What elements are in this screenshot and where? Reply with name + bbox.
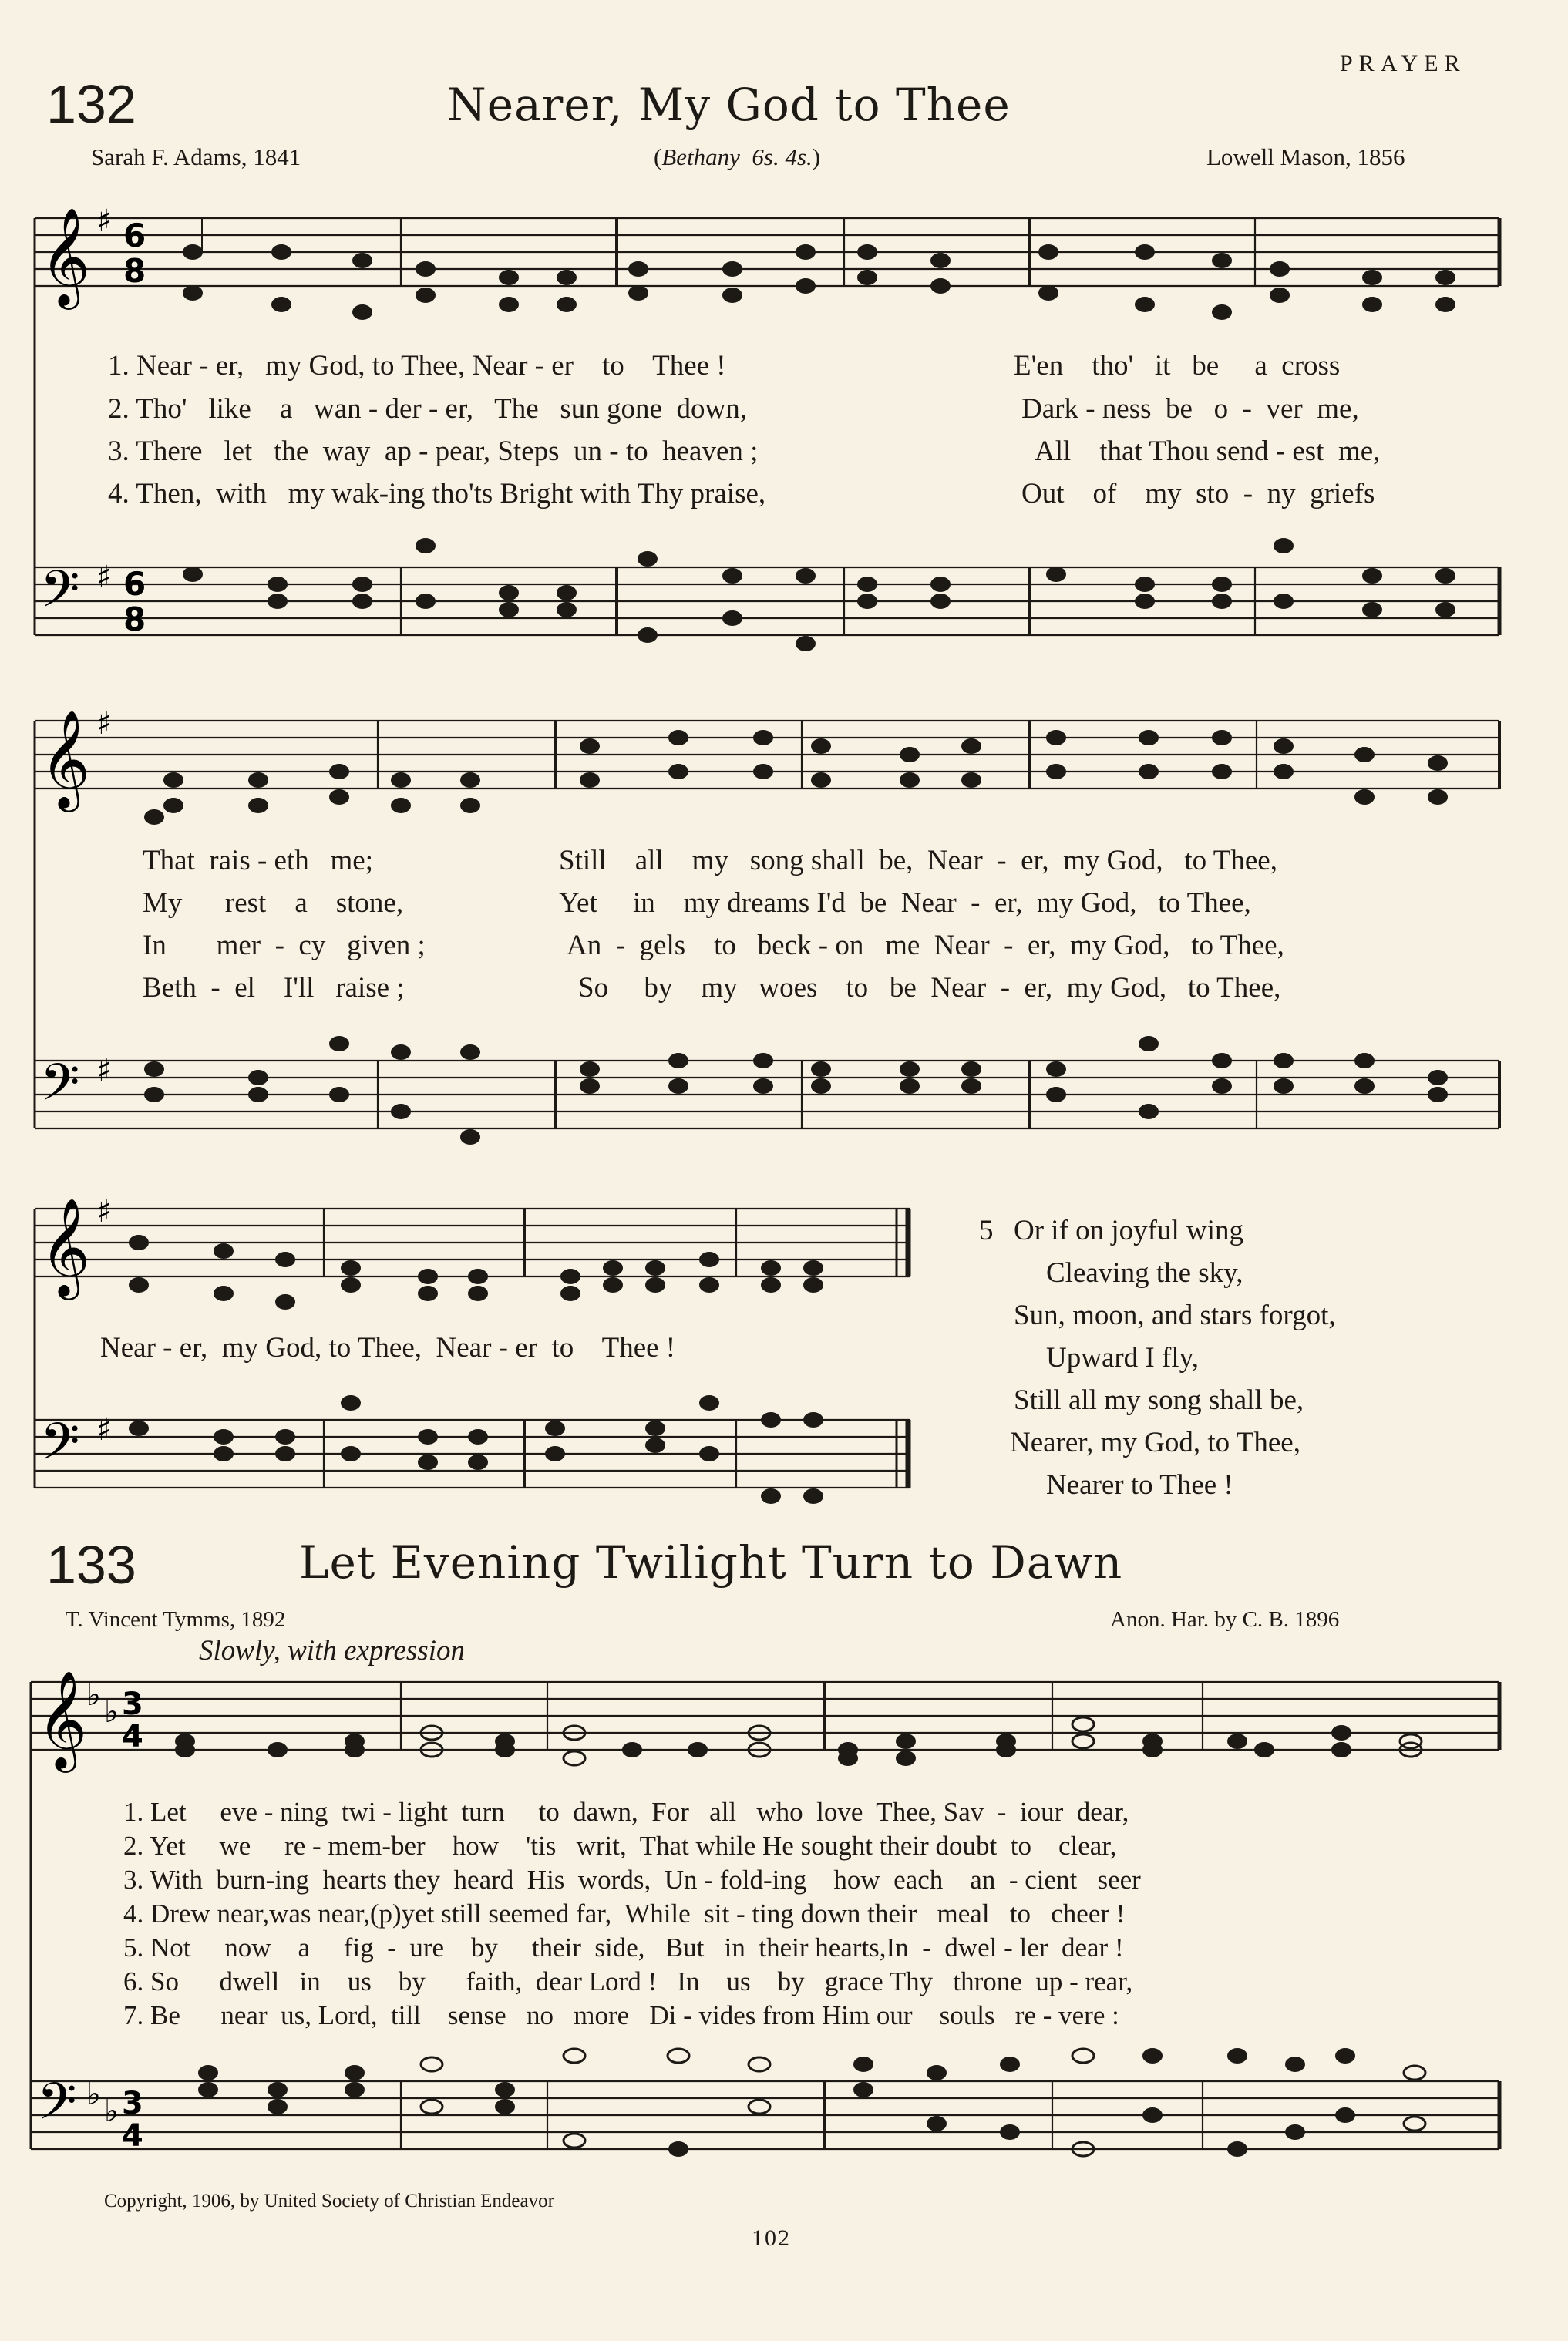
svg-text:♭: ♭ bbox=[104, 1694, 119, 1730]
svg-text:♯: ♯ bbox=[96, 560, 112, 595]
tune-name: Bethany bbox=[661, 143, 740, 170]
svg-text:4: 4 bbox=[122, 2118, 143, 2154]
h132-s2-v2-right: Yet in my dreams I'd be Near - er, my God, to Thee, bbox=[559, 887, 1251, 919]
h132-s2-v1: That rais - eth me; bbox=[143, 845, 373, 876]
hymn-133-arranger: Anon. Har. by C. B. 1896 bbox=[1110, 1607, 1340, 1632]
svg-text:♯: ♯ bbox=[96, 203, 112, 239]
stanza-5-line-5: Still all my song shall be, bbox=[1014, 1384, 1304, 1416]
h132-s1-v3-right: All that Thou send - est me, bbox=[1035, 436, 1381, 467]
svg-text:♭: ♭ bbox=[104, 2094, 119, 2129]
h132-s2-v3-right: An - gels to beck - on me Near - er, my God, to Thee, bbox=[567, 930, 1284, 961]
tune-close-paren: ) bbox=[812, 143, 821, 170]
stanza-5-line-4: Upward I fly, bbox=[1046, 1342, 1199, 1374]
h132-s1-v4-right: Out of my sto - ny griefs bbox=[1021, 478, 1375, 510]
svg-text:♭: ♭ bbox=[86, 1677, 101, 1713]
hymn-133-number: 133 bbox=[46, 1535, 136, 1595]
h132-s1-v4: 4. Then, with my wak-ing tho'ts Bright with Thy praise, bbox=[108, 478, 766, 510]
svg-text:𝄞: 𝄞 bbox=[40, 207, 91, 305]
stanza-5-line-2: Cleaving the sky, bbox=[1046, 1257, 1243, 1289]
page-number: 102 bbox=[752, 2225, 791, 2251]
svg-text:𝄢: 𝄢 bbox=[37, 2072, 77, 2144]
svg-text:𝄞: 𝄞 bbox=[40, 709, 91, 808]
svg-text:4: 4 bbox=[122, 1719, 143, 1754]
svg-text:8: 8 bbox=[123, 252, 146, 290]
h133-verse-2: 2. Yet we re - mem-ber how 'tis writ, That while He sought their doubt to clear, bbox=[123, 1831, 1117, 1861]
hymn-133-title: Let Evening Twilight Turn to Dawn bbox=[299, 1536, 1123, 1589]
section-label: PRAYER bbox=[1340, 51, 1466, 76]
svg-text:𝄢: 𝄢 bbox=[40, 1053, 80, 1125]
hymn-132-tune bbox=[654, 143, 820, 171]
svg-text:𝄞: 𝄞 bbox=[40, 1197, 91, 1296]
h132-s2-v2: My rest a stone, bbox=[143, 887, 404, 919]
h133-verse-3: 3. With burn-ing hearts they heard His words, Un - fold-ing how each an - cient seer bbox=[123, 1865, 1141, 1895]
stanza-5-number: 5 bbox=[979, 1215, 994, 1246]
h132-s2-v4: Beth - el I'll raise ; bbox=[143, 972, 405, 1004]
tune-open-paren: ( bbox=[654, 143, 662, 170]
svg-text:♯: ♯ bbox=[96, 706, 112, 742]
hymn-132-author: Sarah F. Adams, 1841 bbox=[91, 143, 301, 170]
hymn-132-composer: Lowell Mason, 1856 bbox=[1206, 143, 1405, 170]
h132-s3-lyrics: Near - er, my God, to Thee, Near - er to Thee ! bbox=[100, 1332, 676, 1364]
copyright-notice: Copyright, 1906, by United Society of Christian Endeavor bbox=[104, 2191, 554, 2212]
h133-verse-4: 4. Drew near,was near,(p)yet still seemed far, While sit - ting down their meal to cheer ! bbox=[123, 1899, 1126, 1929]
h132-s2-v1-right: Still all my song shall be, Near - er, my God, to Thee, bbox=[559, 845, 1277, 876]
stanza-5-line-7: Nearer to Thee ! bbox=[1046, 1469, 1233, 1501]
tune-meter: 6s. 4s. bbox=[752, 143, 813, 170]
h132-s2-v4-right: So by my woes to be Near - er, my God, to Thee, bbox=[578, 972, 1281, 1004]
svg-text:♯: ♯ bbox=[96, 1194, 112, 1229]
stanza-5-line-6: Nearer, my God, to Thee, bbox=[1010, 1427, 1300, 1458]
svg-text:6: 6 bbox=[123, 217, 146, 254]
h132-s1-v1: 1. Near - er, my God, to Thee, Near - er to Thee ! bbox=[108, 350, 726, 382]
h132-s1-v2: 2. Tho' like a wan - der - er, The sun gone down, bbox=[108, 393, 747, 425]
stanza-5-line-1: Or if on joyful wing bbox=[1014, 1215, 1244, 1246]
h133-verse-5: 5. Not now a fig - ure by their side, But in their hearts,In - dwel - ler dear ! bbox=[123, 1932, 1124, 1963]
hymn-133-tempo: Slowly, with expression bbox=[199, 1635, 465, 1667]
svg-text:♯: ♯ bbox=[96, 1053, 112, 1088]
svg-text:𝄞: 𝄞 bbox=[37, 1670, 88, 1768]
hymn-132-title: Nearer, My God to Thee bbox=[447, 79, 1011, 131]
h132-s1-v3: 3. There let the way ap - pear, Steps un - to heaven ; bbox=[108, 436, 759, 467]
stanza-5-line-3: Sun, moon, and stars forgot, bbox=[1014, 1300, 1336, 1331]
svg-text:3: 3 bbox=[122, 2086, 143, 2121]
svg-text:𝄢: 𝄢 bbox=[40, 560, 80, 631]
svg-text:6: 6 bbox=[123, 565, 146, 603]
h133-verse-7: 7. Be near us, Lord, till sense no more Di - vides from Him our souls re - vere : bbox=[123, 2000, 1119, 2030]
hymn-133-author: T. Vincent Tymms, 1892 bbox=[66, 1607, 286, 1632]
svg-text:𝄢: 𝄢 bbox=[40, 1412, 80, 1484]
svg-text:3: 3 bbox=[122, 1687, 143, 1722]
h132-s2-v3: In mer - cy given ; bbox=[143, 930, 426, 961]
svg-text:♭: ♭ bbox=[86, 2077, 101, 2112]
hymn-132-number: 132 bbox=[46, 74, 136, 134]
h133-verse-6: 6. So dwell in us by faith, dear Lord ! In us by grace Thy throne up - rear, bbox=[123, 1966, 1133, 1996]
h132-s1-v2-right: Dark - ness be o - ver me, bbox=[1021, 393, 1359, 425]
h132-s1-v1-right: E'en tho' it be a cross bbox=[1014, 350, 1341, 382]
svg-text:♯: ♯ bbox=[96, 1412, 112, 1448]
svg-text:8: 8 bbox=[123, 600, 146, 638]
h133-verse-1: 1. Let eve - ning twi - light turn to dawn, For all who love Thee, Sav - iour dear, bbox=[123, 1797, 1129, 1827]
